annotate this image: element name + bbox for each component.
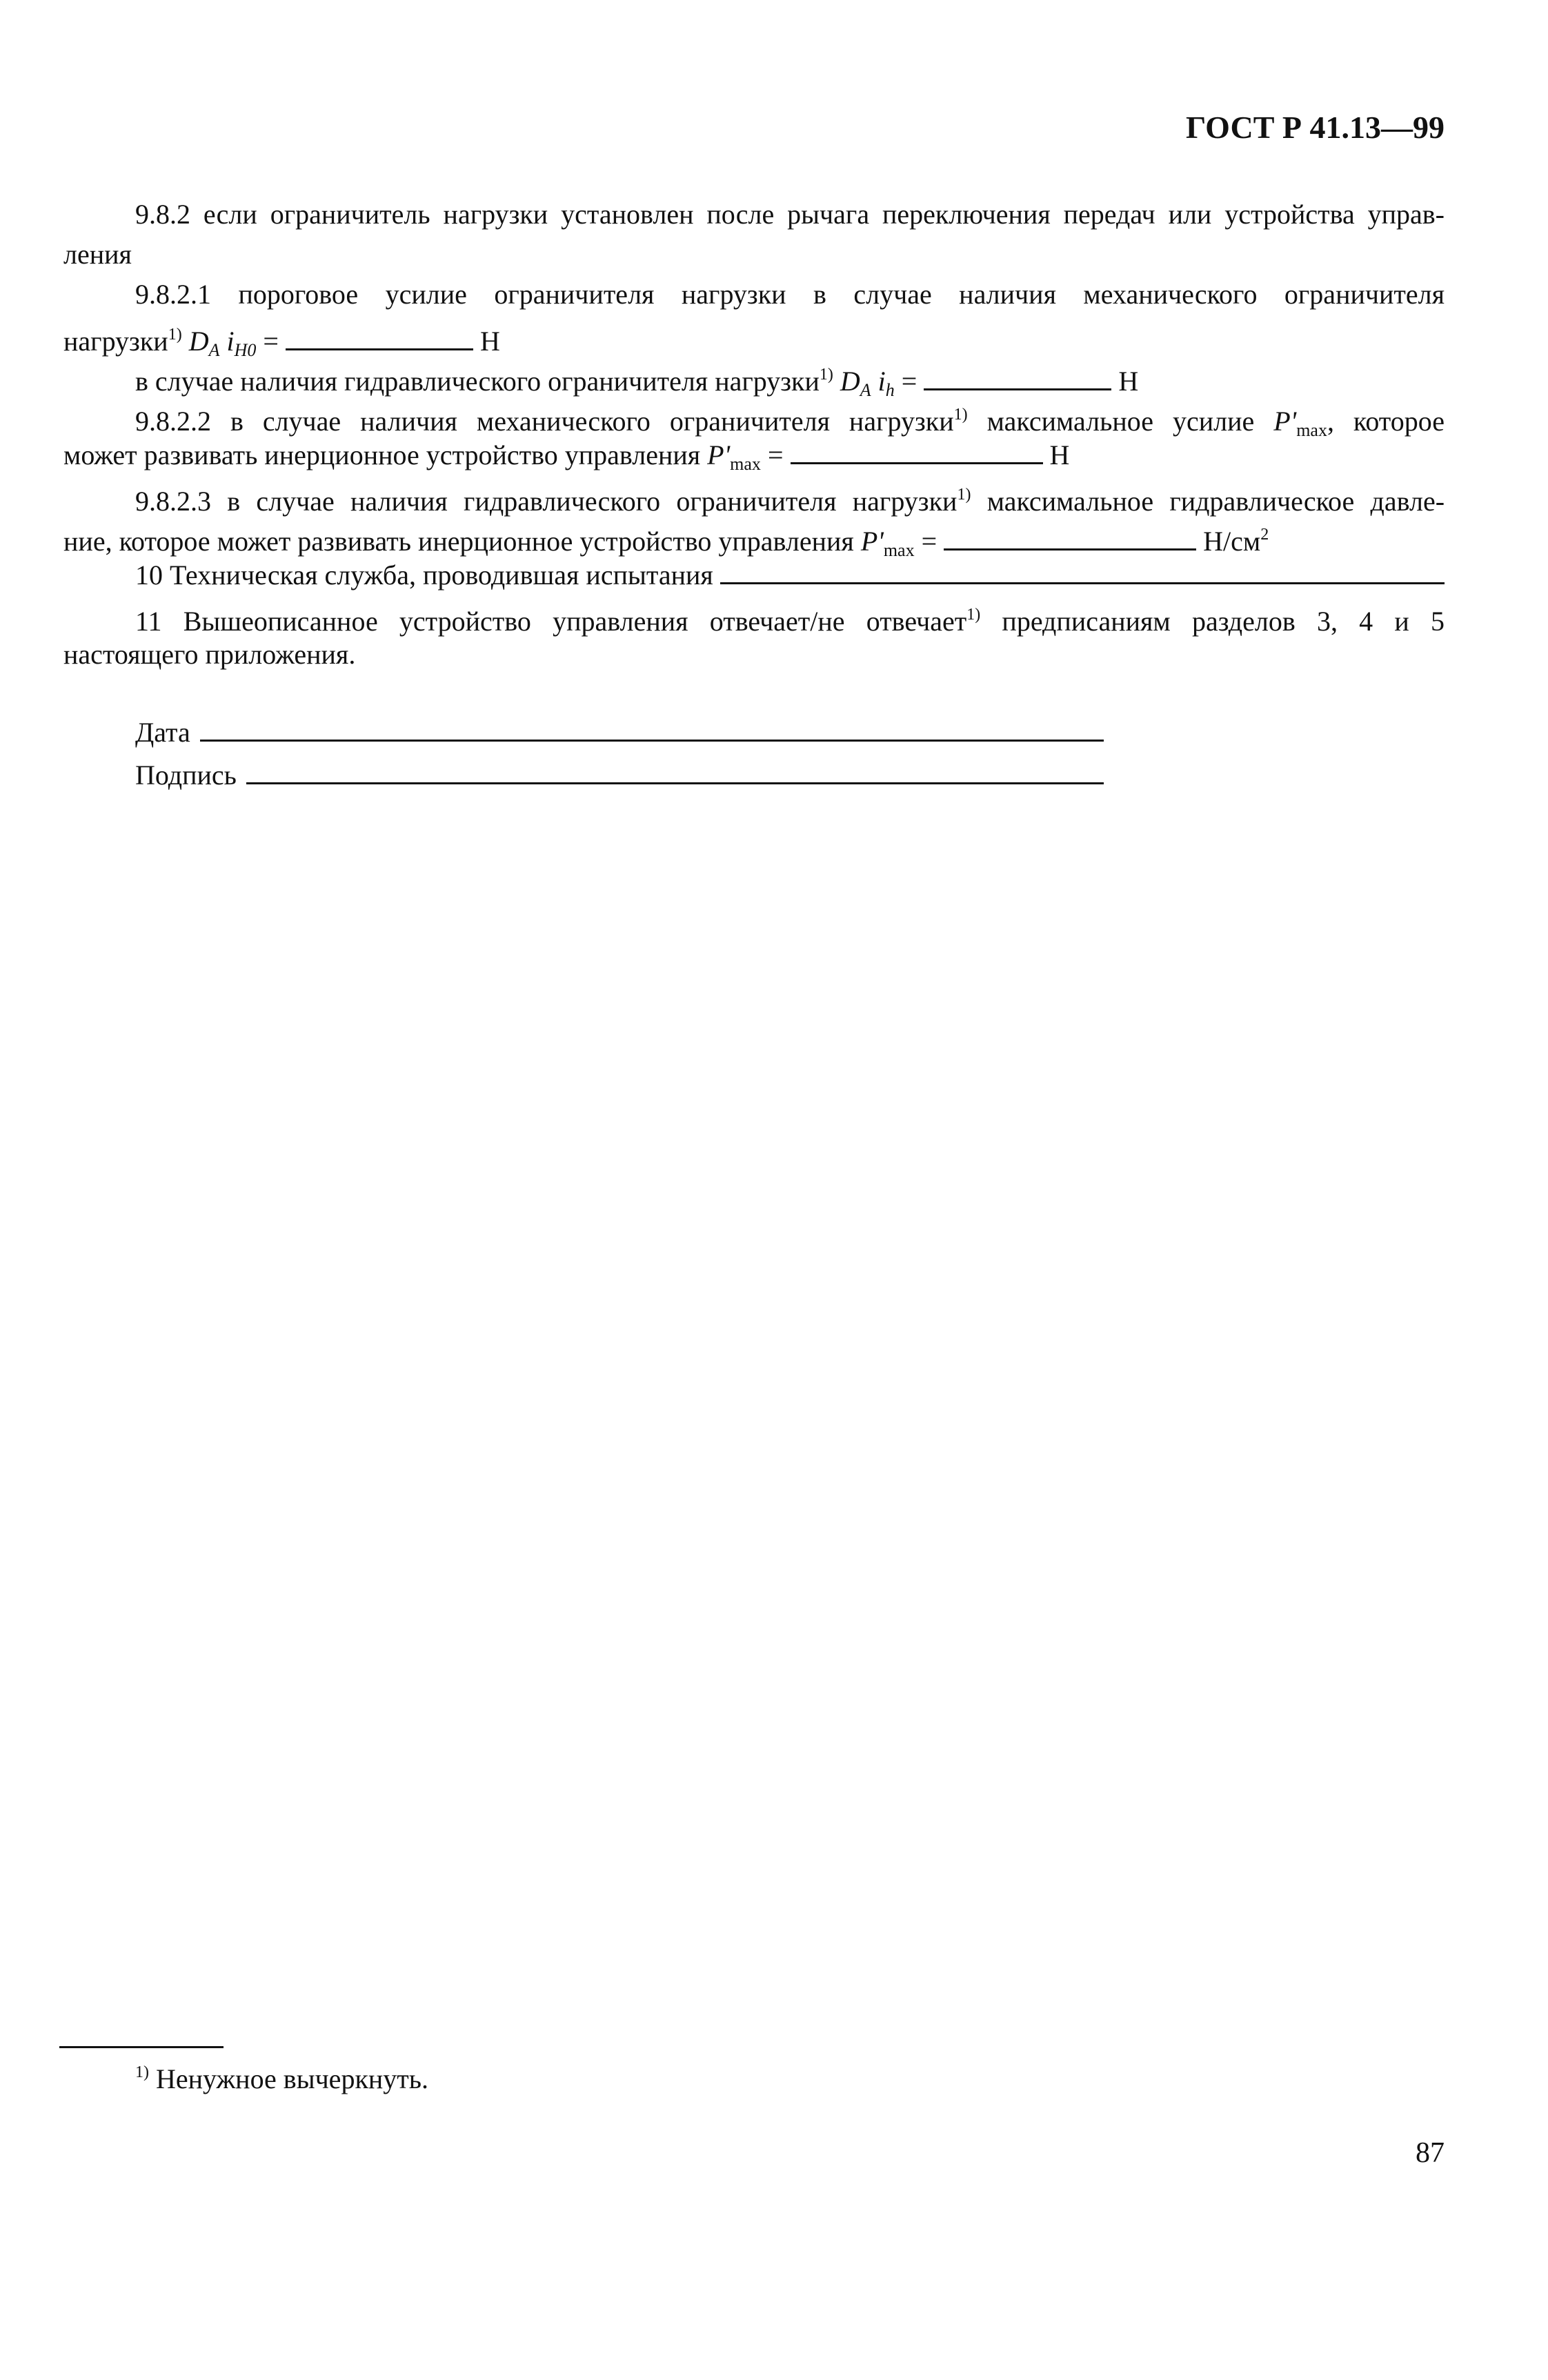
clause-text: 9.8.2.1 пороговое усилие ограничителя нагрузки в случае наличия механического ограничителя (135, 279, 1445, 310)
clause-text: 10 Техническая служба, проводившая испытания (135, 559, 713, 591)
clause-text: 9.8.2.2 в случае наличия механического ограничителя нагрузки (135, 406, 954, 437)
clause-text: максимальное гидравлическое давле- (986, 486, 1445, 517)
symbol-i: i (226, 326, 235, 357)
footnote-ref: 1) (957, 486, 971, 504)
clause-text: предписаниям разделов 3, 4 и 5 (1002, 606, 1445, 637)
subscript-h: h (885, 380, 895, 400)
document-code: ГОСТ Р 41.13—99 (1186, 110, 1445, 145)
equals-sign: = (767, 439, 784, 470)
signature-field[interactable] (246, 755, 1104, 784)
unit-label: Н (479, 326, 500, 357)
clause-11-line2 (63, 635, 1445, 675)
unit-label: Н/см (1203, 526, 1261, 557)
signature-label: Подпись (135, 760, 237, 791)
subscript-max: max (1296, 420, 1327, 440)
unit-label: Н (1118, 366, 1139, 397)
date-row (135, 712, 1104, 753)
symbol-D: D (188, 326, 209, 357)
equals-sign: = (901, 366, 917, 397)
footnote-ref: 1) (953, 406, 968, 424)
clause-text: , которое (1327, 406, 1445, 437)
subscript-A: A (860, 380, 871, 400)
max-pressure-field[interactable] (944, 521, 1196, 551)
clause-9-8-2-line1 (135, 195, 1445, 235)
unit-superscript: 2 (1260, 526, 1269, 544)
unit-label: Н (1049, 439, 1070, 470)
footnote (135, 2063, 428, 2095)
symbol-P: P' (1273, 406, 1297, 437)
max-force-field[interactable] (791, 435, 1043, 464)
signature-row (135, 755, 1104, 795)
clause-text: нагрузки (63, 326, 168, 357)
equals-sign: = (263, 326, 279, 357)
subscript-H0: H0 (234, 340, 257, 360)
footnote-mark: 1) (135, 2063, 149, 2081)
clause-text: 9.8.2 если ограничитель нагрузки установлен после рычага переключения передач или устройства управ- (135, 199, 1445, 230)
clause-10 (135, 555, 1445, 595)
clause-9-8-2-1-line1 (135, 275, 1445, 315)
subscript-max: max (883, 540, 915, 560)
clause-text: ления (63, 239, 132, 270)
clause-text: может развивать инерционное устройство управления (63, 439, 701, 470)
page-number: 87 (1416, 2137, 1445, 2169)
subscript-A: A (208, 340, 220, 360)
footnote-text: Ненужное вычеркнуть. (156, 2063, 428, 2094)
footnote-ref: 1) (966, 606, 981, 624)
symbol-i: i (877, 366, 886, 397)
clause-text: настоящего приложения. (63, 639, 356, 670)
date-label: Дата (135, 717, 190, 748)
footnote-ref: 1) (819, 366, 833, 384)
clause-text: ние, которое может развивать инерционное устройство управления (63, 526, 854, 557)
footnote-ref: 1) (168, 326, 182, 344)
equals-sign: = (921, 526, 937, 557)
threshold-force-hydraulic-field[interactable] (924, 361, 1111, 390)
clause-text: 9.8.2.3 в случае наличия гидравлического ограничителя нагрузки (135, 486, 957, 517)
threshold-force-mechanical-field[interactable] (286, 321, 473, 350)
clause-text: максимальное усилие (986, 406, 1255, 437)
technical-service-field[interactable] (720, 555, 1445, 584)
clause-text: в случае наличия гидравлического ограничителя нагрузки (135, 366, 820, 397)
symbol-D: D (840, 366, 860, 397)
clause-text: 11 Вышеописанное устройство управления отвечает/не отвечает (135, 606, 967, 637)
date-field[interactable] (200, 712, 1104, 742)
symbol-P: P' (707, 439, 731, 470)
footnote-divider (59, 2046, 224, 2048)
symbol-P: P' (860, 526, 884, 557)
clause-9-8-2-line2 (63, 235, 1445, 275)
subscript-max: max (730, 454, 761, 474)
